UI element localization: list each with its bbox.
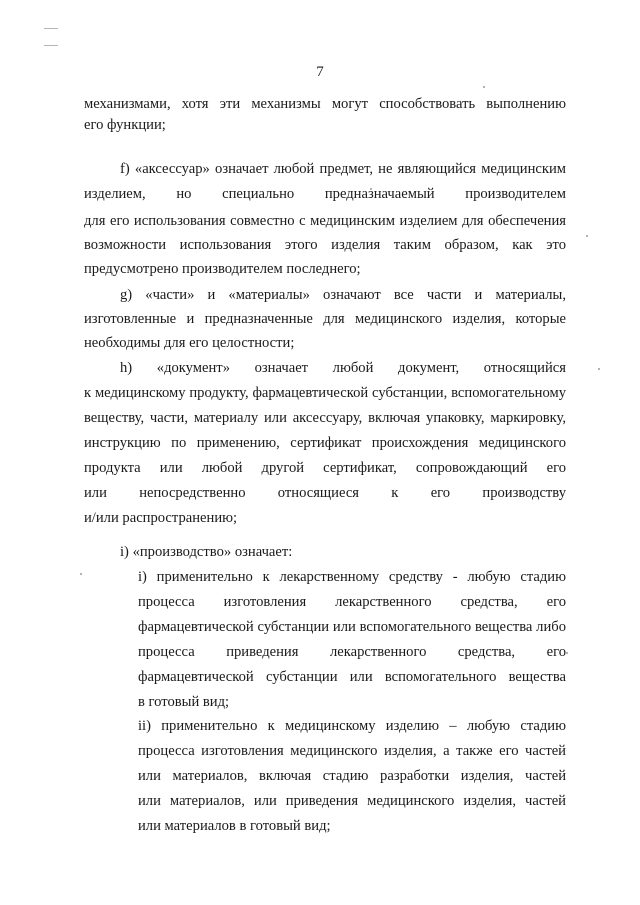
text-line: f) «аксессуар» означает любой предмет, не являющийся медицинским [120,161,566,177]
text-line: продукта или любой другой сертификат, сопровождающий его [84,460,566,476]
scan-speck [598,368,600,370]
scan-artifact-line [44,28,58,29]
scan-speck [586,235,588,237]
scan-artifact-line [44,45,58,46]
text-line: в готовый вид; [138,694,230,710]
text-line: необходимы для его целостности; [84,335,295,351]
text-line: процесса изготовления лекарственного средства, его [138,594,566,610]
text-line: для его использования совместно с медицинским изделием для обеспечения [84,213,566,229]
text-line: инструкцию по применению, сертификат происхождения медицинского [84,435,566,451]
text-line: ii) применительно к медицинскому изделию – любую стадию [138,718,566,734]
scan-speck [80,573,82,575]
text-line: его функции; [84,117,166,133]
text-line: i) применительно к лекарственному средству - любую стадию [138,569,566,585]
scan-speck [483,86,485,88]
text-line: фармацевтической субстанции или вспомогательного вещества либо [138,619,566,635]
text-line: фармацевтической субстанции или вспомогательного вещества [138,669,566,685]
text-line: изготовленные и предназначенные для медицинского изделия, которые [84,311,566,327]
text-line: процесса изготовления медицинского изделия, а также его частей [138,743,566,759]
text-line: к медицинскому продукту, фармацевтической субстанции, вспомогательному [84,385,566,401]
page-number: 7 [316,64,324,80]
text-line: или материалов в готовый вид; [138,818,331,834]
text-line: g) «части» и «материалы» означают все части и материалы, [120,287,566,303]
text-line: i) «производство» означает: [120,544,293,560]
scan-speck [566,652,568,654]
text-line: веществу, части, материалу или аксессуару, включая упаковку, маркировку, [84,410,566,426]
text-line: h) «документ» означает любой документ, относящийся [120,360,566,376]
text-line: и/или распространению; [84,510,238,526]
text-line: или материалов, или приведения медицинского изделия, частей [138,793,566,809]
text-line: или непосредственно относящиеся к его производству [84,485,566,501]
text-line: или материалов, включая стадию разработки изделия, частей [138,768,566,784]
text-line: процесса приведения лекарственного средства, его [138,644,566,660]
text-line: возможности использования этого изделия таким образом, как это [84,237,566,253]
text-line: изделием, но специально предназначаемый производителем [84,186,566,202]
text-line: механизмами, хотя эти механизмы могут способствовать выполнению [84,96,566,112]
text-line: предусмотрено производителем последнего; [84,261,361,277]
